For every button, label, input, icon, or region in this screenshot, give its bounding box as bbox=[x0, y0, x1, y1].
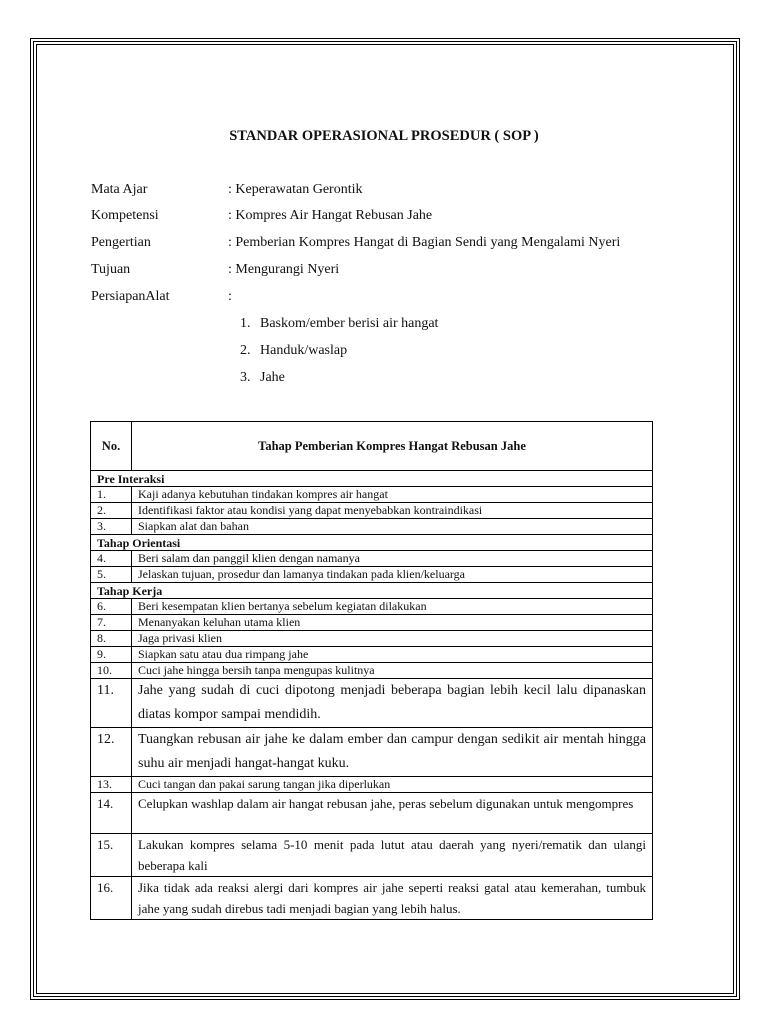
table-row bbox=[91, 877, 653, 920]
table-row bbox=[91, 647, 653, 663]
meta-value: : Mengurangi Nyeri bbox=[228, 262, 340, 277]
meta-value: : Pemberian Kompres Hangat di Bagian Sendi yang Mengalami Nyeri bbox=[228, 235, 621, 250]
table-row bbox=[91, 487, 653, 503]
row-text: Menanyakan keluhan utama klien bbox=[132, 615, 653, 631]
row-text: Siapkan satu atau dua rimpang jahe bbox=[132, 647, 653, 663]
procedure-table bbox=[90, 421, 653, 920]
section-tahap-orientasi: Tahap Orientasi bbox=[91, 535, 653, 551]
table-row bbox=[91, 679, 653, 728]
table-row bbox=[91, 728, 653, 777]
section-pre-interaksi: Pre Interaksi bbox=[91, 471, 653, 487]
row-text: Celupkan washlap dalam air hangat rebusan jahe, peras sebelum digunakan untuk mengompres bbox=[132, 793, 653, 834]
section-row bbox=[91, 471, 653, 487]
row-text: Cuci jahe hingga bersih tanpa mengupas kulitnya bbox=[132, 663, 653, 679]
alat-number: 2. bbox=[240, 343, 251, 358]
section-row bbox=[91, 535, 653, 551]
meta-value: : bbox=[228, 289, 232, 304]
alat-text: Baskom/ember berisi air hangat bbox=[260, 316, 439, 331]
row-text: Siapkan alat dan bahan bbox=[132, 519, 653, 535]
row-number: 5. bbox=[91, 567, 132, 583]
row-number: 14. bbox=[91, 793, 132, 834]
row-number: 9. bbox=[91, 647, 132, 663]
row-number: 7. bbox=[91, 615, 132, 631]
alat-number: 1. bbox=[240, 316, 251, 331]
meta-label: Mata Ajar bbox=[91, 182, 148, 197]
table-row bbox=[91, 615, 653, 631]
row-number: 6. bbox=[91, 599, 132, 615]
row-text: Kaji adanya kebutuhan tindakan kompres air hangat bbox=[132, 487, 653, 503]
row-text: Jahe yang sudah di cuci dipotong menjadi beberapa bagian lebih kecil lalu dipanaskan diatas kompor sampai mendidih. bbox=[132, 679, 653, 728]
row-number: 13. bbox=[91, 777, 132, 793]
row-text: Jaga privasi klien bbox=[132, 631, 653, 647]
document-title: STANDAR OPERASIONAL PROSEDUR ( SOP ) bbox=[229, 128, 539, 144]
meta-label: Tujuan bbox=[91, 262, 131, 277]
row-text: Tuangkan rebusan air jahe ke dalam ember dan campur dengan sedikit air mentah hingga suhu air menjadi hangat-hangat kuku. bbox=[132, 728, 653, 777]
section-row bbox=[91, 583, 653, 599]
table-row bbox=[91, 567, 653, 583]
row-text: Beri salam dan panggil klien dengan namanya bbox=[132, 551, 653, 567]
row-number: 3. bbox=[91, 519, 132, 535]
header-no: No. bbox=[91, 422, 132, 471]
meta-value: : Kompres Air Hangat Rebusan Jahe bbox=[228, 208, 433, 223]
meta-label: Pengertian bbox=[91, 235, 151, 250]
row-number: 11. bbox=[91, 679, 132, 728]
row-text: Identifikasi faktor atau kondisi yang dapat menyebabkan kontraindikasi bbox=[132, 503, 653, 519]
alat-number: 3. bbox=[240, 370, 251, 385]
table-header bbox=[91, 422, 653, 471]
table-row bbox=[91, 599, 653, 615]
meta-label: PersiapanAlat bbox=[91, 289, 170, 304]
row-number: 1. bbox=[91, 487, 132, 503]
row-number: 10. bbox=[91, 663, 132, 679]
meta-value: : Keperawatan Gerontik bbox=[228, 182, 363, 197]
table-row bbox=[91, 663, 653, 679]
row-text: Jika tidak ada reaksi alergi dari kompres air jahe seperti reaksi gatal atau kemerahan, tumbuk jahe yang sudah direbus tadi menjadi bagian yang lebih halus. bbox=[132, 877, 653, 920]
table-row bbox=[91, 834, 653, 877]
row-number: 4. bbox=[91, 551, 132, 567]
row-number: 8. bbox=[91, 631, 132, 647]
alat-text: Handuk/waslap bbox=[260, 343, 348, 358]
row-number: 2. bbox=[91, 503, 132, 519]
row-text: Lakukan kompres selama 5-10 menit pada lutut atau daerah yang nyeri/rematik dan ulangi beberapa kali bbox=[132, 834, 653, 877]
row-text: Cuci tangan dan pakai sarung tangan jika diperlukan bbox=[132, 777, 653, 793]
table-row bbox=[91, 551, 653, 567]
row-text: Jelaskan tujuan, prosedur dan lamanya tindakan pada klien/keluarga bbox=[132, 567, 653, 583]
row-number: 16. bbox=[91, 877, 132, 920]
table-row bbox=[91, 631, 653, 647]
header-title: Tahap Pemberian Kompres Hangat Rebusan Jahe bbox=[132, 422, 653, 471]
table-row bbox=[91, 793, 653, 834]
table-row bbox=[91, 519, 653, 535]
row-number: 12. bbox=[91, 728, 132, 777]
section-tahap-kerja: Tahap Kerja bbox=[91, 583, 653, 599]
table-row bbox=[91, 503, 653, 519]
meta-label: Kompetensi bbox=[91, 208, 159, 223]
alat-text: Jahe bbox=[260, 370, 285, 385]
row-text: Beri kesempatan klien bertanya sebelum kegiatan dilakukan bbox=[132, 599, 653, 615]
row-number: 15. bbox=[91, 834, 132, 877]
table-row bbox=[91, 777, 653, 793]
